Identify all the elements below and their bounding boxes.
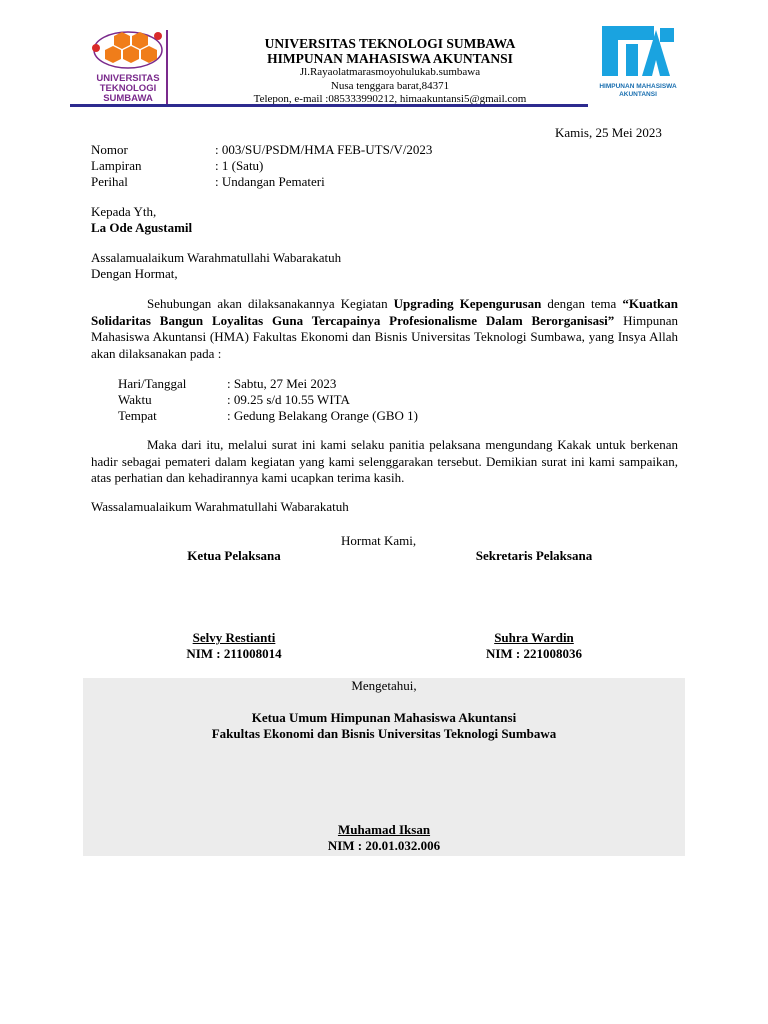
contact-line: Telepon, e-mail :085333990212, himaakuntansi5@gmail.com [253,93,527,105]
left-signatory-name: Selvy Restianti [192,630,276,645]
right-signatory-name: Suhra Wardin [494,630,574,645]
event-theme: “Kuatkan Solidaritas Bangun Loyalitas Guna Tercapainya Profesionalisme Dalam Berorganisasi” [91,296,678,328]
organization-name: HIMPUNAN MAHASISWA AKUNTANSI [267,51,513,66]
event-name: Upgrading Kepengurusan [393,296,542,311]
paragraph-invitation [91,296,678,362]
recipient-name: La Ode Agustamil [91,220,193,235]
logo-text-line-2: TEKNOLOGI [99,83,157,94]
hma-logo-text-line-1: HIMPUNAN MAHASISWA [599,83,677,90]
approver-title-2: Fakultas Ekonomi dan Bisnis Universitas Teknologi Sumbawa [211,726,557,741]
perihal-value: : Undangan Pemateri [215,174,325,189]
para1-text-2: dengan tema [541,296,623,311]
hormat-kami: Hormat Kami, [341,533,417,548]
right-signatory-title: Sekretaris Pelaksana [475,548,593,563]
recipient-greeting: Kepada Yth, [91,204,157,219]
address-line-1: Jl.Rayaolatmarasmoyohulukab.sumbawa [299,66,481,78]
waktu-label: Waktu [118,392,152,407]
approver-name: Muhamad Iksan [337,822,431,837]
opening-salam: Assalamualaikum Warahmatullahi Wabarakatuh [91,250,342,265]
opening-hormat: Dengan Hormat, [91,266,178,281]
nomor-value: : 003/SU/PSDM/HMA FEB-UTS/V/2023 [215,142,433,157]
university-name: UNIVERSITAS TEKNOLOGI SUMBAWA [264,36,516,51]
letterhead [200,36,580,107]
para1-text-1: Sehubungan akan dilaksanakannya Kegiatan [147,296,394,311]
para1-text-3: Himpunan Mahasiswa Akuntansi (HMA) Fakultas Ekonomi dan Bisnis Universitas Teknologi Sumbawa, yang Insya Allah akan dilaksanakan pada : [91,312,678,361]
university-logo [86,26,172,108]
tempat-value: : Gedung Belakang Orange (GBO 1) [227,408,418,423]
right-signatory-nim: NIM : 221008036 [485,646,583,661]
lampiran-label: Lampiran [91,158,142,173]
address-line-2: Nusa tenggara barat,84371 [330,79,450,92]
approver-nim: NIM : 20.01.032.006 [327,838,441,853]
logo-text-line-3: SUMBAWA [103,93,153,104]
logo-divider [166,30,168,104]
paragraph-closing: Maka dari itu, melalui surat ini kami selaku panitia pelaksana mengundang Kakak untuk berkenan hadir sebagai pemateri dalam kegiatan yang kami selenggarakan tersebut. Demikian surat ini kami sampaikan, atas perhatian dan kehadirannya kami ucapkan terima kasih. [91,437,678,485]
hari-label: Hari/Tanggal [118,376,187,391]
lampiran-value: : 1 (Satu) [215,158,264,173]
approval-section [83,678,685,856]
letter-date: Kamis, 25 Mei 2023 [555,125,662,140]
closing-salam: Wassalamualaikum Warahmatullahi Wabarakatuh [91,499,349,514]
approver-title-1: Ketua Umum Himpunan Mahasiswa Akuntansi [251,710,517,725]
hari-value: : Sabtu, 27 Mei 2023 [227,376,337,391]
perihal-label: Perihal [91,174,128,189]
waktu-value: : 09.25 s/d 10.55 WITA [227,392,350,407]
left-signatory-nim: NIM : 211008014 [186,646,282,661]
nomor-label: Nomor [91,142,128,157]
hma-logo [596,22,680,104]
hma-logo-text-line-2: AKUNTANSI [619,91,657,98]
tempat-label: Tempat [118,408,157,423]
mengetahui-label: Mengetahui, [351,678,417,693]
logo-text-line-1: UNIVERSITAS [96,73,160,84]
header-rule [70,104,588,107]
left-signatory-title: Ketua Pelaksana [187,548,281,563]
